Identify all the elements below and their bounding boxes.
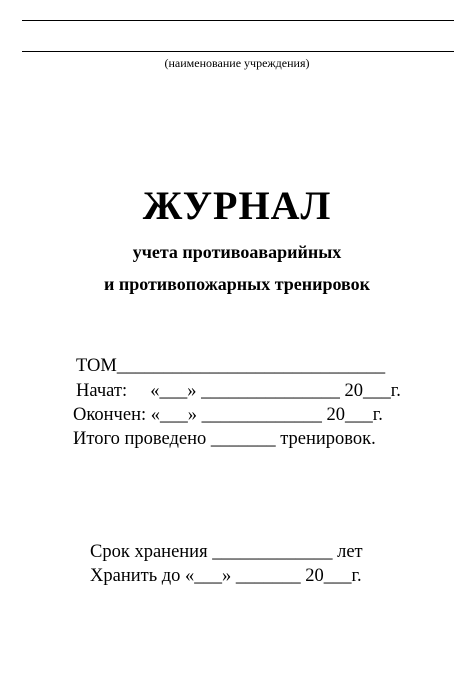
- keep-until-field: Хранить до «___» _______ 20___г.: [90, 566, 362, 586]
- institution-line-top: [22, 20, 454, 21]
- volume-field: ТОМ_____________________________: [76, 356, 386, 376]
- finished-date-field: Окончен: «___» _____________ 20___г.: [73, 405, 383, 425]
- total-drills-field: Итого проведено _______ тренировок.: [73, 429, 376, 449]
- journal-subtitle-line2: и противопожарных тренировок: [103, 274, 371, 294]
- journal-title: ЖУРНАЛ: [142, 183, 332, 228]
- institution-caption: (наименование учреждения): [164, 56, 310, 70]
- journal-subtitle-line1: учета противоаварийных: [132, 242, 342, 262]
- started-date-field: Начат: «___» _______________ 20___г.: [76, 381, 401, 401]
- storage-period-field: Срок хранения _____________ лет: [90, 542, 363, 562]
- institution-line-bottom: [22, 51, 454, 52]
